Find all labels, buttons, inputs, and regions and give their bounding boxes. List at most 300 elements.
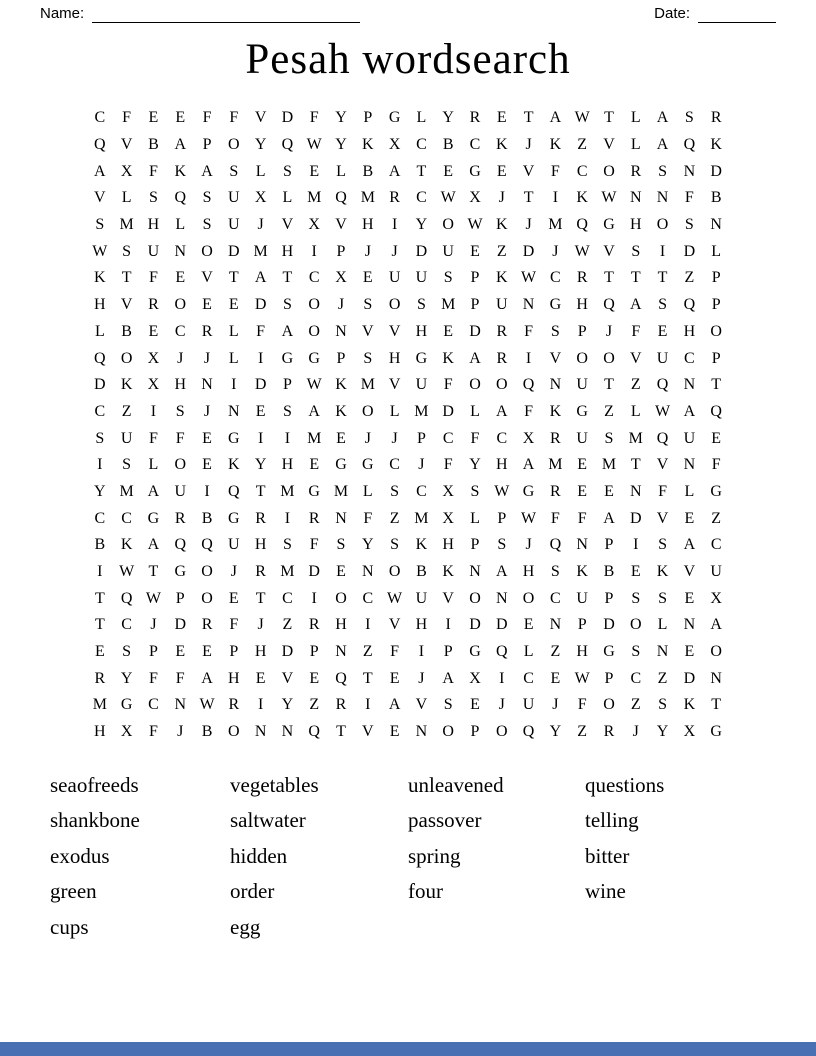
- grid-letter: K: [710, 136, 722, 154]
- grid-letter: V: [603, 242, 615, 260]
- word-item: saltwater: [230, 808, 306, 833]
- grid-letter: F: [148, 162, 158, 180]
- grid-letter: A: [388, 696, 401, 714]
- grid-letter: O: [603, 349, 615, 367]
- grid-letter: J: [364, 429, 371, 447]
- grid-letter: X: [120, 162, 133, 180]
- grid-letter: W: [574, 669, 590, 687]
- grid-letter: T: [121, 269, 132, 287]
- grid-letter: C: [94, 509, 106, 527]
- grid-letter: P: [604, 589, 614, 607]
- grid-letter: H: [228, 669, 240, 687]
- grid-letter: D: [496, 616, 508, 634]
- grid-letter: F: [148, 723, 158, 741]
- grid-letter: E: [684, 643, 695, 661]
- grid-letter: U: [576, 589, 588, 607]
- grid-letter: A: [496, 402, 508, 420]
- grid-letter: X: [469, 189, 481, 207]
- grid-letter: G: [228, 429, 240, 447]
- grid-letter: O: [388, 563, 401, 581]
- grid-letter: Q: [174, 189, 186, 207]
- grid-letter: A: [656, 109, 669, 127]
- grid-letter: F: [148, 429, 158, 447]
- grid-letter: F: [122, 109, 132, 127]
- grid-letter: A: [683, 402, 696, 420]
- word-item: telling: [585, 808, 639, 833]
- grid-letter: A: [549, 109, 562, 127]
- grid-letter: W: [494, 482, 510, 500]
- word-item: questions: [585, 772, 665, 797]
- grid-letter: R: [174, 509, 186, 527]
- grid-letter: H: [362, 216, 374, 234]
- grid-letter: N: [201, 376, 213, 394]
- grid-letter: I: [257, 429, 264, 447]
- grid-letter: B: [416, 563, 427, 581]
- grid-letter: A: [629, 296, 642, 314]
- grid-letter: U: [683, 429, 696, 447]
- grid-letter: X: [522, 429, 535, 447]
- grid-letter: S: [658, 589, 668, 607]
- grid-letter: N: [469, 563, 481, 581]
- grid-letter: P: [336, 242, 346, 260]
- word-column-1: [50, 774, 230, 952]
- grid-letter: Z: [389, 509, 400, 527]
- grid-letter: B: [94, 536, 106, 554]
- grid-letter: L: [94, 322, 105, 340]
- grid-letter: T: [630, 269, 641, 287]
- grid-letter: J: [418, 669, 425, 687]
- grid-letter: O: [174, 456, 186, 474]
- grid-letter: I: [284, 429, 291, 447]
- grid-letter: S: [390, 482, 400, 500]
- grid-letter: E: [389, 723, 400, 741]
- grid-letter: O: [522, 589, 535, 607]
- word-item: cups: [50, 914, 89, 939]
- grid-letter: W: [574, 242, 590, 260]
- grid-letter: O: [335, 589, 347, 607]
- grid-letter: S: [631, 643, 641, 661]
- grid-letter: V: [254, 109, 267, 127]
- grid-letter: B: [201, 509, 213, 527]
- grid-letter: K: [335, 376, 347, 394]
- grid-letter: O: [442, 723, 454, 741]
- grid-letter: E: [255, 402, 266, 420]
- grid-letter: R: [576, 269, 588, 287]
- grid-letter: A: [254, 269, 267, 287]
- grid-letter: Y: [415, 216, 428, 234]
- grid-letter: E: [630, 563, 641, 581]
- grid-letter: A: [147, 536, 160, 554]
- grid-letter: U: [120, 429, 133, 447]
- grid-letter: I: [552, 189, 559, 207]
- grid-letter: K: [120, 376, 133, 394]
- grid-letter: O: [201, 563, 213, 581]
- grid-letter: M: [307, 429, 322, 447]
- date-line: [698, 6, 776, 23]
- grid-letter: V: [629, 349, 642, 367]
- grid-letter: Q: [120, 589, 133, 607]
- grid-letter: P: [416, 429, 426, 447]
- grid-letter: J: [257, 616, 264, 634]
- grid-letter: S: [658, 696, 668, 714]
- grid-letter: C: [148, 696, 159, 714]
- grid-letter: O: [201, 242, 213, 260]
- grid-letter: V: [362, 723, 374, 741]
- grid-letter: G: [335, 456, 347, 474]
- grid-letter: T: [416, 162, 427, 180]
- grid-letter: C: [174, 322, 186, 340]
- grid-letter: S: [202, 216, 212, 234]
- grid-letter: G: [147, 509, 160, 527]
- grid-letter: R: [201, 322, 213, 340]
- grid-letter: Q: [174, 536, 186, 554]
- grid-letter: K: [549, 402, 562, 420]
- grid-letter: C: [550, 269, 561, 287]
- grid-letter: N: [629, 189, 642, 207]
- grid-letter: S: [175, 402, 185, 420]
- grid-letter: V: [281, 216, 294, 234]
- grid-letter: W: [145, 589, 161, 607]
- grid-letter: L: [630, 402, 641, 420]
- grid-letter: H: [281, 456, 294, 474]
- grid-letter: L: [630, 109, 641, 127]
- grid-letter: Z: [577, 723, 588, 741]
- grid-letter: N: [656, 643, 669, 661]
- grid-letter: J: [391, 429, 398, 447]
- grid-letter: F: [148, 669, 158, 687]
- grid-letter: H: [496, 456, 508, 474]
- grid-letter: V: [656, 456, 669, 474]
- grid-letter: J: [552, 696, 559, 714]
- grid-letter: M: [119, 482, 134, 500]
- grid-letter: D: [629, 509, 642, 527]
- grid-letter: A: [147, 482, 160, 500]
- grid-letter: K: [656, 563, 669, 581]
- grid-letter: R: [255, 509, 266, 527]
- grid-letter: G: [469, 643, 481, 661]
- grid-letter: T: [255, 589, 266, 607]
- word-item: spring: [408, 843, 461, 868]
- grid-letter: Z: [630, 376, 641, 394]
- grid-letter: N: [174, 696, 186, 714]
- grid-letter: I: [525, 349, 532, 367]
- grid-letter: W: [119, 563, 135, 581]
- grid-letter: I: [311, 589, 317, 607]
- grid-letter: G: [415, 349, 428, 367]
- grid-letter: P: [336, 349, 346, 367]
- grid-letter: H: [147, 216, 160, 234]
- word-item: exodus: [50, 843, 110, 868]
- grid-letter: I: [418, 643, 425, 661]
- grid-letter: U: [442, 242, 454, 260]
- grid-letter: L: [255, 162, 266, 180]
- grid-letter: W: [574, 109, 590, 127]
- grid-letter: Q: [335, 669, 347, 687]
- grid-letter: W: [306, 376, 322, 394]
- grid-letter: Z: [282, 616, 293, 634]
- grid-letter: U: [415, 589, 428, 607]
- date-label: Date:: [654, 5, 691, 22]
- grid-letter: D: [308, 563, 320, 581]
- grid-letter: A: [94, 162, 106, 180]
- grid-letter: C: [469, 136, 481, 154]
- grid-letter: Z: [550, 643, 561, 661]
- grid-letter: C: [630, 669, 642, 687]
- grid-letter: N: [683, 456, 696, 474]
- grid-letter: P: [577, 616, 587, 634]
- grid-letter: N: [228, 402, 240, 420]
- grid-letter: K: [120, 536, 133, 554]
- grid-letter: W: [521, 269, 537, 287]
- grid-letter: Q: [683, 296, 696, 314]
- grid-letter: E: [389, 669, 400, 687]
- grid-letter: N: [683, 616, 696, 634]
- grid-letter: T: [255, 482, 266, 500]
- grid-letter: F: [202, 109, 212, 127]
- grid-letter: B: [148, 136, 159, 154]
- grid-letter: C: [710, 536, 722, 554]
- grid-letter: Z: [121, 402, 132, 420]
- grid-letter: M: [333, 482, 349, 500]
- grid-letter: J: [632, 723, 639, 741]
- grid-letter: N: [710, 669, 722, 687]
- grid-letter: C: [523, 669, 534, 687]
- grid-letter: Q: [496, 643, 508, 661]
- grid-letter: D: [254, 296, 267, 314]
- grid-letter: N: [362, 563, 374, 581]
- grid-letter: V: [120, 136, 133, 154]
- grid-letter: S: [95, 429, 105, 447]
- grid-letter: Q: [603, 296, 615, 314]
- grid-letter: A: [469, 349, 481, 367]
- grid-letter: K: [362, 136, 374, 154]
- grid-letter: O: [629, 616, 642, 634]
- grid-letter: B: [201, 723, 213, 741]
- grid-letter: Q: [281, 136, 294, 154]
- grid-letter: F: [390, 643, 400, 661]
- name-label: Name:: [40, 5, 85, 22]
- grid-letter: V: [281, 669, 294, 687]
- grid-letter: L: [121, 189, 132, 207]
- grid-letter: J: [605, 322, 613, 340]
- grid-letter: C: [416, 189, 427, 207]
- grid-letter: Z: [496, 242, 507, 260]
- word-item: egg: [230, 914, 261, 939]
- grid-letter: U: [147, 242, 160, 260]
- word-item: bitter: [585, 843, 630, 868]
- grid-letter: F: [470, 429, 480, 447]
- grid-letter: P: [604, 669, 614, 687]
- grid-letter: K: [576, 563, 588, 581]
- grid-letter: H: [94, 296, 106, 314]
- grid-letter: I: [97, 456, 103, 474]
- grid-letter: O: [442, 216, 454, 234]
- grid-letter: Y: [254, 136, 267, 154]
- grid-letter: T: [523, 189, 534, 207]
- grid-letter: R: [94, 669, 106, 687]
- grid-letter: J: [525, 216, 532, 234]
- grid-letter: E: [577, 482, 588, 500]
- grid-letter: P: [470, 269, 480, 287]
- grid-letter: Q: [522, 376, 535, 394]
- grid-letter: O: [710, 322, 722, 340]
- grid-letter: I: [633, 536, 639, 554]
- grid-letter: N: [629, 482, 642, 500]
- grid-letter: S: [550, 322, 560, 340]
- grid-letter: B: [121, 322, 132, 340]
- grid-letter: X: [254, 189, 267, 207]
- grid-letter: L: [389, 402, 400, 420]
- grid-letter: D: [469, 616, 481, 634]
- grid-letter: P: [497, 509, 507, 527]
- grid-letter: F: [631, 322, 641, 340]
- grid-letter: H: [576, 296, 588, 314]
- grid-letter: Z: [657, 669, 668, 687]
- grid-letter: Q: [576, 216, 588, 234]
- grid-letter: D: [254, 376, 267, 394]
- grid-letter: M: [548, 216, 563, 234]
- grid-letter: C: [442, 429, 454, 447]
- grid-letter: Z: [711, 509, 722, 527]
- grid-letter: J: [230, 563, 237, 581]
- grid-letter: I: [365, 616, 371, 634]
- grid-letter: H: [415, 322, 428, 340]
- grid-letter: V: [415, 696, 428, 714]
- grid-letter: J: [391, 242, 398, 260]
- word-item: vegetables: [230, 772, 319, 797]
- grid-letter: E: [470, 696, 480, 714]
- grid-letter: Y: [549, 723, 562, 741]
- grid-letter: D: [710, 162, 722, 180]
- grid-letter: L: [470, 509, 480, 527]
- grid-letter: C: [94, 109, 106, 127]
- grid-letter: G: [522, 482, 535, 500]
- grid-letter: V: [388, 616, 401, 634]
- grid-letter: E: [148, 109, 159, 127]
- grid-letter: Y: [254, 456, 267, 474]
- grid-letter: X: [710, 589, 722, 607]
- grid-letter: R: [255, 563, 266, 581]
- grid-letter: U: [415, 269, 428, 287]
- grid-letter: V: [442, 589, 454, 607]
- grid-letter: A: [388, 162, 401, 180]
- grid-letter: O: [228, 136, 240, 154]
- grid-letter: V: [388, 322, 401, 340]
- grid-letter: J: [150, 616, 157, 634]
- grid-letter: C: [389, 456, 400, 474]
- grid-letter: F: [550, 162, 560, 180]
- grid-letter: C: [362, 589, 374, 607]
- page-title: Pesah wordsearch: [245, 36, 571, 83]
- grid-letter: L: [416, 109, 427, 127]
- grid-letter: R: [710, 109, 722, 127]
- grid-letter: Y: [656, 723, 669, 741]
- grid-letter: B: [603, 563, 615, 581]
- grid-letter: L: [228, 322, 239, 340]
- grid-letter: R: [496, 322, 508, 340]
- grid-letter: H: [254, 536, 267, 554]
- grid-letter: K: [174, 162, 186, 180]
- grid-letter: G: [308, 482, 320, 500]
- grid-letter: N: [549, 376, 562, 394]
- grid-letter: K: [442, 349, 454, 367]
- grid-letter: D: [522, 242, 535, 260]
- grid-letter: R: [148, 296, 159, 314]
- grid-letter: S: [336, 536, 346, 554]
- grid-letter: G: [228, 509, 240, 527]
- grid-letter: L: [148, 456, 159, 474]
- grid-letter: S: [684, 109, 694, 127]
- grid-letter: Q: [683, 136, 696, 154]
- grid-letter: N: [174, 242, 186, 260]
- grid-letter: G: [120, 696, 133, 714]
- grid-letter: V: [656, 509, 669, 527]
- grid-letter: T: [604, 376, 614, 394]
- grid-letter: T: [94, 616, 105, 634]
- grid-letter: J: [364, 242, 371, 260]
- grid-letter: K: [228, 456, 240, 474]
- grid-letter: S: [148, 189, 158, 207]
- grid-letter: T: [336, 723, 346, 741]
- grid-letter: O: [496, 723, 508, 741]
- grid-letter: E: [657, 322, 668, 340]
- grid-letter: W: [199, 696, 215, 714]
- grid-letter: N: [254, 723, 267, 741]
- grid-letter: N: [496, 589, 508, 607]
- grid-letter: S: [363, 296, 373, 314]
- grid-letter: D: [281, 643, 294, 661]
- grid-letter: O: [308, 322, 320, 340]
- grid-letter: S: [122, 643, 132, 661]
- grid-letter: O: [174, 296, 186, 314]
- grid-letter: J: [498, 189, 505, 207]
- grid-letter: N: [415, 723, 428, 741]
- grid-letter: R: [550, 429, 561, 447]
- grid-letter: F: [577, 696, 587, 714]
- grid-letter: W: [521, 509, 537, 527]
- grid-letter: A: [281, 322, 294, 340]
- grid-letter: X: [388, 136, 401, 154]
- grid-letter: T: [228, 269, 239, 287]
- grid-letter: Q: [656, 376, 669, 394]
- grid-letter: Q: [522, 723, 535, 741]
- grid-letter: J: [203, 402, 211, 420]
- grid-letter: R: [496, 349, 508, 367]
- grid-letter: F: [309, 536, 319, 554]
- grid-letter: Y: [335, 136, 347, 154]
- grid-letter: L: [336, 162, 346, 180]
- grid-letter: E: [684, 509, 695, 527]
- grid-letter: T: [711, 376, 722, 394]
- grid-letter: K: [496, 136, 508, 154]
- grid-letter: Q: [335, 189, 347, 207]
- grid-letter: O: [308, 296, 320, 314]
- grid-letter: K: [496, 269, 508, 287]
- grid-letter: K: [496, 216, 508, 234]
- grid-letter: L: [711, 242, 722, 260]
- grid-letter: G: [710, 482, 722, 500]
- grid-letter: I: [257, 349, 264, 367]
- grid-letter: E: [94, 643, 105, 661]
- grid-letter: S: [443, 269, 453, 287]
- grid-letter: X: [442, 509, 454, 527]
- grid-letter: F: [524, 322, 534, 340]
- grid-letter: F: [175, 429, 185, 447]
- grid-letter: F: [443, 456, 453, 474]
- grid-letter: K: [94, 269, 106, 287]
- grid-letter: D: [228, 242, 240, 260]
- grid-letter: X: [469, 669, 481, 687]
